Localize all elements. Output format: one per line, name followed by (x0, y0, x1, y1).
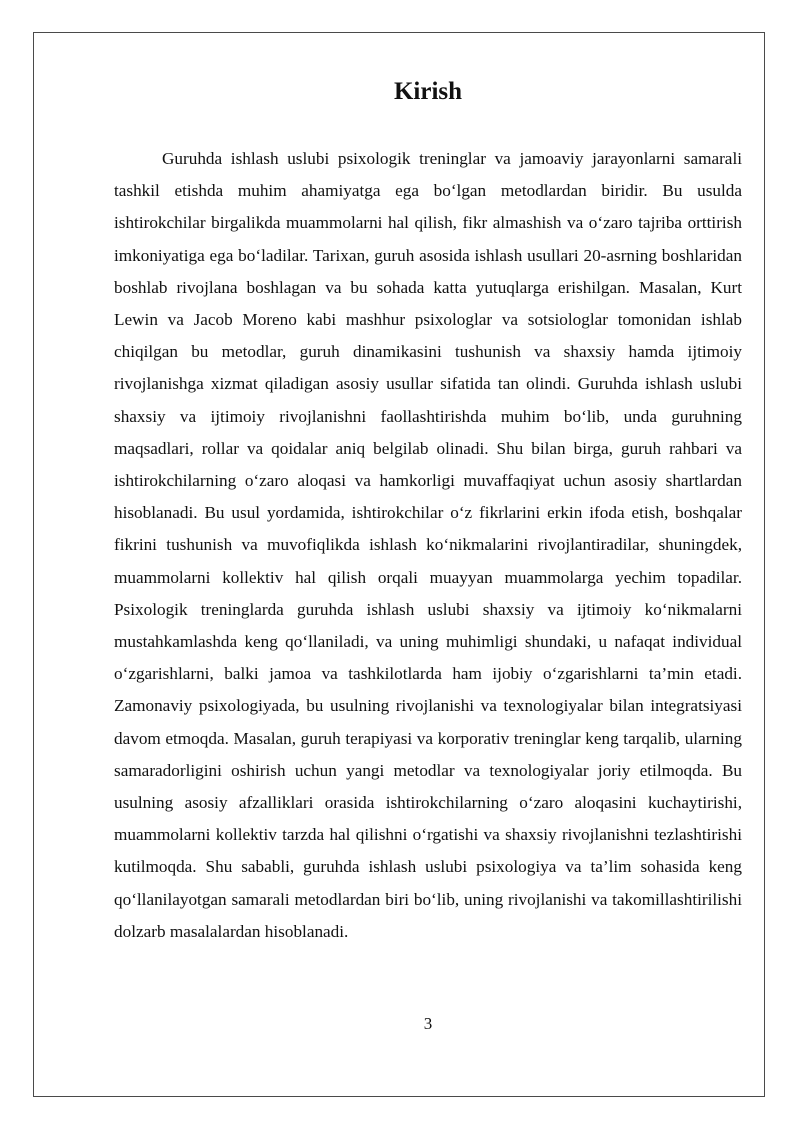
body-paragraph: Guruhda ishlash uslubi psixologik treninglar va jamoaviy jarayonlarni samarali tashkil etishda muhim ahamiyatga ega bo‘lgan metodlardan biridir. Bu usulda ishtirokchilar birgalikda muammolarni hal qilish, fikr almashish va o‘zaro tajriba orttirish imkoniyatiga ega bo‘ladilar. Tarixan, guruh asosida ishlash usullari 20-asrning boshlaridan boshlab rivojlana boshlagan va bu sohada katta yutuqlarga erishilgan. Masalan, Kurt Lewin va Jacob Moreno kabi mashhur psixologlar va sotsiologlar tomonidan ishlab chiqilgan bu metodlar, guruh dinamikasini tushunish va shaxsiy hamda ijtimoiy rivojlanishga xizmat qiladigan asosiy usullar sifatida tan olindi. Guruhda ishlash uslubi shaxsiy va ijtimoiy rivojlanishni faollashtirishda muhim bo‘lib, unda guruhning maqsadlari, rollar va qoidalar aniq belgilab olinadi. Shu bilan birga, guruh rahbari va ishtirokchilarning o‘zaro aloqasi va hamkorligi muvaffaqiyat uchun asosiy shartlardan hisoblanadi. Bu usul yordamida, ishtirokchilar o‘z fikrlarini erkin ifoda etish, boshqalar fikrini tushunish va muvofiqlikda ishlash ko‘nikmalarini rivojlantiradilar, shuningdek, muammolarni kollektiv hal qilish orqali muayyan muammolarga yechim topadilar. Psixologik treninglarda guruhda ishlash uslubi shaxsiy va ijtimoiy ko‘nikmalarni mustahkamlashda keng qo‘llaniladi, va uning muhimligi shundaki, u nafaqat individual o‘zgarishlarni, balki jamoa va tashkilotlarda ham ijobiy o‘zgarishlarni ta’min etadi. Zamonaviy psixologiyada, bu usulning rivojlanishi va texnologiyalar bilan integratsiyasi davom etmoqda. Masalan, guruh terapiyasi va korporativ treninglar keng tarqalib, ularning samaradorligini oshirish uchun yangi metodlar va texnologiyalar joriy etilmoqda. Bu usulning asosiy afzalliklari orasida ishtirokchilarning o‘zaro aloqasini kuchaytirishi, muammolarni kollektiv tarzda hal qilishni o‘rgatishi va shaxsiy rivojlanishni tezlashtirishi kutilmoqda. Shu sababli, guruhda ishlash uslubi psixologiya va ta’lim sohasida keng qo‘llanilayotgan samarali metodlardan biri bo‘lib, uning rivojlanishi va takomillashtirilishi dolzarb masalalardan hisoblanadi. (114, 149, 742, 941)
section-title: Kirish (393, 78, 463, 105)
page-number: 3 (423, 1014, 433, 1033)
